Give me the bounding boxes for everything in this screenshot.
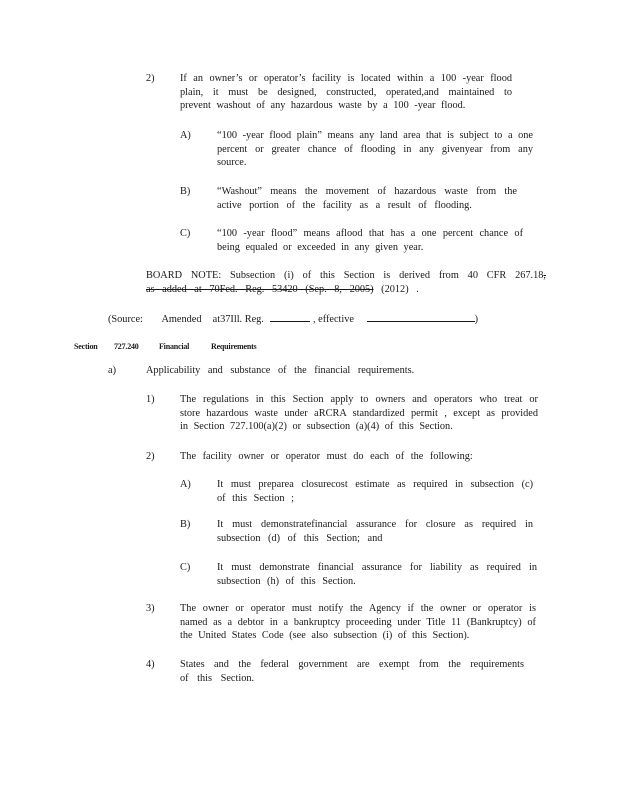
subitem-label: B) xyxy=(180,519,191,530)
item-label: 4) xyxy=(146,659,155,670)
board-note-tail: (2012) . xyxy=(373,283,419,295)
board-note-struck-text: , as added at 70Fed. Reg. 53420 (Sep. 8, 2005) xyxy=(146,270,546,295)
source-line xyxy=(108,311,478,327)
source-open: (Source: xyxy=(108,314,143,325)
paragraph-text: The regulations in this Section apply to owners and operators who treat or store hazardous waste under aRCRA standardized permit , except as provided in Section 727.100(a)(2) or subsection (a)(4) of this Section. xyxy=(180,394,538,433)
subitem-text: It must demonstrate financial assurance for liability as required in subsection (h) of this Section. xyxy=(217,562,537,587)
source-register: at37Ill. Reg. xyxy=(212,314,264,325)
subsection-label: a) xyxy=(108,365,116,376)
subitem-label: A) xyxy=(180,479,191,490)
source-effective: , effective xyxy=(313,314,355,325)
definition-label: C) xyxy=(180,228,191,239)
section-title-part: Requirements xyxy=(211,342,257,351)
subitem-text: It must demonstratefinancial assurance for closure as required in subsection (d) of this Section; and xyxy=(217,519,533,544)
subitem-text: It must preparea closurecost estimate as required in subsection (c) of this Section ; xyxy=(217,479,533,504)
definition-text: “Washout” means the movement of hazardous waste from the active portion of the facility as a result of flooding. xyxy=(217,186,517,211)
subitem-label: C) xyxy=(180,562,191,573)
register-page-blank xyxy=(270,311,310,322)
item-label: 3) xyxy=(146,603,155,614)
section-number: 727.240 xyxy=(114,342,139,351)
subsection-heading: Applicability and substance of the financial requirements. xyxy=(146,365,415,376)
source-amended: Amended xyxy=(161,314,202,325)
item-label: 2) xyxy=(146,451,155,462)
paragraph-text: If an owner’s or operator’s facility is located within a 100 -year flood plain, it must be designed, constructed, operated,and maintained to prevent washout of any hazardous waste by a 100 -year flood. xyxy=(180,73,512,112)
paragraph-text: The facility owner or operator must do each of the following: xyxy=(180,451,473,462)
definition-label: A) xyxy=(180,130,191,141)
definition-text: “100 -year flood plain” means any land area that is subject to a one percent or greater chance of flooding in any givenyear from any source. xyxy=(217,130,533,169)
definition-text: “100 -year flood” means aflood that has a one percent chance of being equaled or exceeded in any given year. xyxy=(217,228,523,253)
board-note xyxy=(146,269,546,296)
paragraph-text: States and the federal government are exempt from the requirements of this Section. xyxy=(180,659,524,684)
section-word: Section xyxy=(74,342,98,351)
effective-date-blank xyxy=(367,311,475,322)
item-label: 2) xyxy=(146,73,155,84)
section-title-part: Financial xyxy=(159,342,190,351)
paragraph-text: The owner or operator must notify the Agency if the owner or operator is named as a debtor in a bankruptcy proceeding under Title 11 (Bankruptcy) of the United States Code (see also subsection (i) of this Section). xyxy=(180,603,536,642)
board-note-text: BOARD NOTE: Subsection (i) of this Section is derived from 40 CFR 267.18 xyxy=(146,270,544,281)
source-close: ) xyxy=(474,314,479,325)
definition-label: B) xyxy=(180,186,191,197)
item-label: 1) xyxy=(146,394,155,405)
